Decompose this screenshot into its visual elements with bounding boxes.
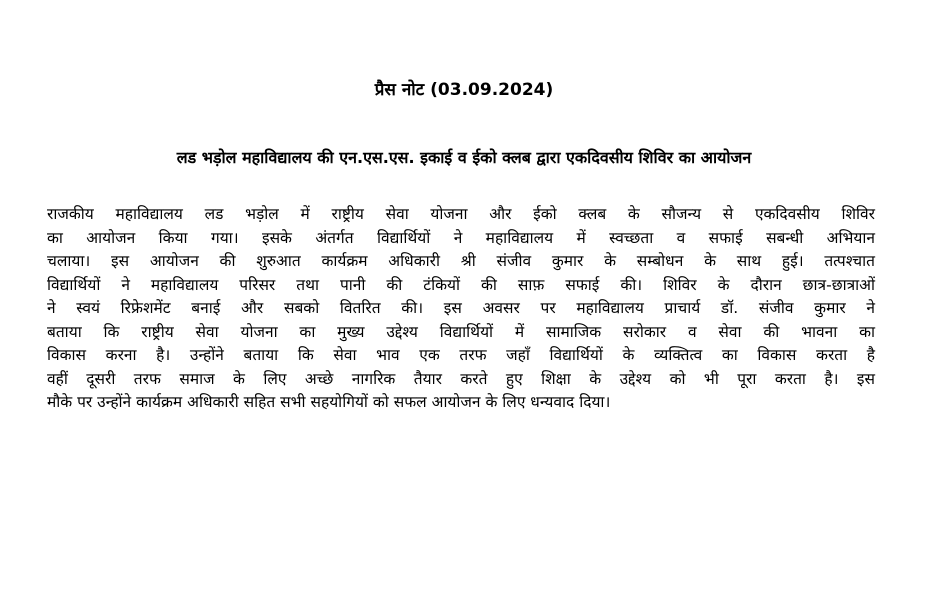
body-line: राजकीय महाविद्यालय लड भड़ोल में राष्ट्रीय सेवा योजना और ईको क्लब के सौजन्य से एकदिवसीय शिविर: [47, 205, 875, 223]
headline: लड भड़ोल महाविद्यालय की एन.एस.एस. इकाई व ईको क्लब द्वारा एकदिवसीय शिविर का आयोजन: [176, 148, 752, 167]
body-line: विद्यार्थियों ने महाविद्यालय परिसर तथा पानी की टंकियों की साफ़ सफाई की। शिविर के दौरान छात्र-छात्राओं: [47, 275, 875, 294]
body-paragraph: [47, 203, 875, 415]
body-line: बताया कि राष्ट्रीय सेवा योजना का मुख्य उद्देश्य विद्यार्थियों में सामाजिक सरोकार व सेवा की भावना का: [47, 322, 875, 341]
body-line: का आयोजन किया गया। इसके अंतर्गत विद्यार्थियों ने महाविद्यालय में स्वच्छता व सफाई सबन्धी अभियान: [47, 228, 875, 247]
body-line: ने स्वयं रिफ्रेशमेंट बनाई और सबको वितरित की। इस अवसर पर महाविद्यालय प्राचार्य डॉ. संजीव कुमार ने: [47, 299, 875, 317]
body-line: वहीं दूसरी तरफ समाज के लिए अच्छे नागरिक तैयार करते हुए शिक्षा के उद्देश्य को भी पूरा करता है। इस: [47, 369, 875, 388]
press-note-title: प्रैस नोट (03.09.2024): [374, 80, 554, 100]
body-line: मौके पर उन्होंने कार्यक्रम अधिकारी सहित सभी सहयोगियों को सफल आयोजन के लिए धन्यवाद दिया।: [47, 393, 611, 411]
body-line: चलाया। इस आयोजन की शुरुआत कार्यक्रम अधिकारी श्री संजीव कुमार के सम्बोधन के साथ हुई। तत्पश्चात: [47, 252, 875, 270]
body-line: विकास करना है। उन्होंने बताया कि सेवा भाव एक तरफ जहाँ विद्यार्थियों के व्यक्तित्व का विकास करता है: [47, 346, 875, 364]
